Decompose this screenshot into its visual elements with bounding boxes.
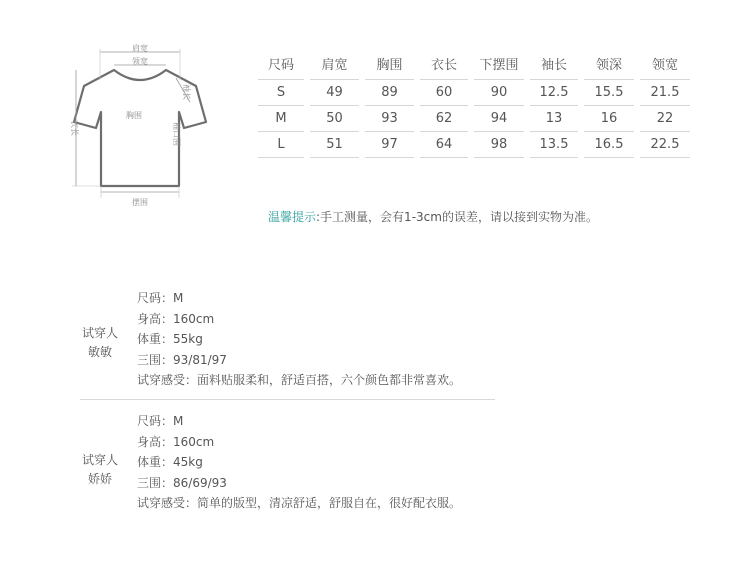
table-cell: 15.5 (584, 80, 634, 106)
header-neck-width: 领宽 (640, 53, 690, 80)
table-cell: 90 (474, 80, 524, 106)
table-cell: 22.5 (640, 132, 690, 158)
header-size: 尺码 (258, 53, 304, 80)
tester-size: 尺码：M (137, 291, 184, 305)
diagram-label-cuff: 袖口围 (172, 122, 181, 146)
table-cell: 51 (310, 132, 359, 158)
tester-measurements: 三围：93/81/97 (137, 352, 227, 367)
header-shoulder: 肩宽 (310, 53, 359, 80)
table-cell: 13 (530, 106, 578, 132)
diagram-label-hem: 摆围 (132, 198, 148, 207)
table-row (255, 80, 693, 106)
table-cell: 62 (420, 106, 468, 132)
diagram-label-collar: 领宽 (132, 57, 148, 66)
tester-profile (80, 411, 500, 521)
tester-label (80, 324, 120, 362)
header-hem: 下摆围 (474, 53, 524, 80)
tshirt-outline-icon (66, 40, 216, 210)
measurement-note (268, 208, 598, 225)
table-cell: S (258, 80, 304, 106)
table-cell: M (258, 106, 304, 132)
table-cell: 49 (310, 80, 359, 106)
table-cell: 93 (365, 106, 414, 132)
diagram-label-shoulder: 肩宽 (132, 44, 148, 53)
table-cell: L (258, 132, 304, 158)
tester-name: 敏敏 (87, 345, 112, 359)
tester-height: 身高：160cm (137, 434, 215, 449)
tester-info (137, 411, 461, 514)
tester-label-title: 试穿人 (81, 453, 118, 467)
note-text: :手工测量，会有1-3cm的误差，请以接到实物为准。 (316, 210, 598, 224)
header-chest: 胸围 (365, 53, 414, 80)
table-row (255, 106, 693, 132)
tester-info (137, 288, 461, 391)
table-cell: 16.5 (584, 132, 634, 158)
tester-profile (80, 288, 500, 398)
table-cell: 64 (420, 132, 468, 158)
table-cell: 98 (474, 132, 524, 158)
table-cell: 16 (584, 106, 634, 132)
table-cell: 97 (365, 132, 414, 158)
diagram-label-sleeve-length: 袖长 (182, 84, 191, 100)
tester-name: 娇娇 (87, 472, 112, 486)
table-cell: 13.5 (530, 132, 578, 158)
header-neck-depth: 领深 (584, 53, 634, 80)
diagram-label-body-length: 衣长 (70, 120, 79, 136)
tester-height: 身高：160cm (137, 311, 215, 326)
tester-measurements: 三围：86/69/93 (137, 475, 227, 490)
table-cell: 50 (310, 106, 359, 132)
note-highlight: 温馨提示 (268, 210, 317, 224)
header-length: 衣长 (420, 53, 468, 80)
tester-feedback: 试穿感受：面料贴服柔和，舒适百搭，六个颜色都非常喜欢。 (137, 373, 462, 387)
header-sleeve: 袖长 (530, 53, 578, 80)
tester-label (80, 451, 120, 489)
tester-size: 尺码：M (137, 414, 184, 428)
tester-feedback: 试穿感受：简单的版型，清凉舒适，舒服自在，很好配衣服。 (137, 496, 462, 510)
size-table-header-row (255, 53, 693, 80)
tshirt-measurement-diagram (66, 40, 216, 210)
tester-weight: 体重：55kg (137, 332, 203, 346)
table-cell: 12.5 (530, 80, 578, 106)
diagram-label-chest: 胸围 (126, 111, 142, 120)
table-cell: 21.5 (640, 80, 690, 106)
table-row (255, 132, 693, 158)
table-cell: 94 (474, 106, 524, 132)
table-cell: 60 (420, 80, 468, 106)
divider (80, 399, 495, 400)
tester-label-title: 试穿人 (81, 326, 118, 340)
size-table (255, 53, 693, 158)
table-cell: 89 (365, 80, 414, 106)
table-cell: 22 (640, 106, 690, 132)
tester-weight: 体重：45kg (137, 455, 203, 469)
